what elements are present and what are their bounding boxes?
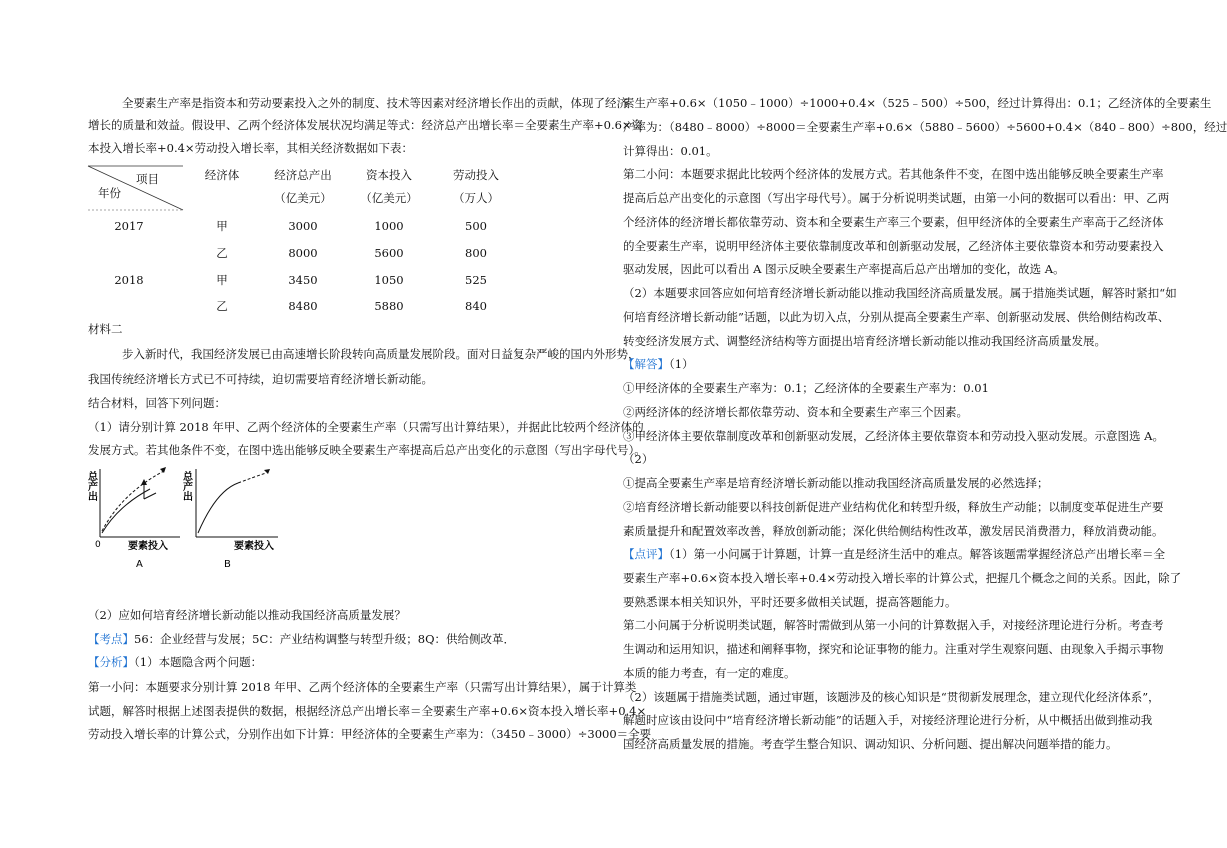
fenxi-line <box>88 655 262 669</box>
diagram-a-origin: 0 <box>95 540 101 550</box>
table-row-capital: 1000 <box>374 219 404 233</box>
header-output: 经济总产出 <box>274 168 332 182</box>
table-row-output: 3000 <box>288 219 318 233</box>
fenxi-line-2: 试题，解答时根据上述图表提供的数据，根据经济总产出增长率＝全要素生产率+0.6×资本投入增长率+0.4× <box>88 704 647 718</box>
answer-2-label: （2） <box>623 452 654 466</box>
diagram-b-letter: B <box>224 559 231 570</box>
diagram-b <box>181 469 279 570</box>
header-labor: 劳动投入 <box>453 168 499 182</box>
question-prompt: 结合材料，回答下列问题： <box>88 396 226 410</box>
part2-line-2: 何培育经济增长新动能”话题，以此为切入点，分别从提高全要素生产率、创新驱动发展、供给侧结构改革、 <box>623 310 1170 324</box>
fenxi-tag: 【分析】 <box>88 655 134 669</box>
second-line-3: 个经济体的经济增长都依靠劳动、资本和全要素生产率三个要素，但甲经济体的全要素生产率高于乙经济体 <box>623 215 1164 229</box>
dianping-text: （1）第一小问属于计算题，计算一直是经济生活中的难点。解答该题需掌握经济总产出增长率＝全 <box>669 547 1166 561</box>
intro-line-2: 增长的质量和效益。假设甲、乙两个经济体发展状况均满足等式：经济总产出增长率＝全要素生产率+0.6×资 <box>88 118 644 132</box>
fenxi-line-3: 劳动投入增长率的计算公式，分别作出如下计算：甲经济体的全要素生产率为：（3450﹣3000）÷3000＝全要 <box>88 727 652 741</box>
unit-capital: （亿美元） <box>360 191 418 205</box>
unit-output: （亿美元） <box>274 191 332 205</box>
kaodian-text: 56：企业经营与发展；5C：产业结构调整与转型升级；8Q：供给侧改革． <box>134 632 515 646</box>
answer-2-2: ②培育经济增长新动能要以科技创新促进产业结构优化和转型升级，释放生产动能；以制度变革促进生产要 <box>623 500 1164 514</box>
second-line-2: 提高后总产出变化的示意图（写出字母代号）。属于分析说明类试题，由第一小问的数据可以看出：甲、乙两 <box>623 191 1170 205</box>
part2-line-3: 转变经济发展方式、调整经济结构等方面提出培育经济增长新动能以推动我国经济高质量发展。 <box>623 334 1106 348</box>
dianping-line-8: 国经济高质量发展的措施。考查学生整合知识、调动知识、分析问题、提出解决问题举措的能力。 <box>623 737 1118 751</box>
table-row-entity: 乙 <box>216 299 228 313</box>
dianping-line-2: 要熟悉课本相关知识外，平时还要多做相关试题，提高答题能力。 <box>623 595 957 609</box>
table-row-capital: 5600 <box>374 246 404 260</box>
output-diagrams <box>85 461 298 571</box>
material2-title: 材料二 <box>88 322 123 336</box>
unit-labor: （万人） <box>453 191 499 205</box>
part2-line-1: （2）本题要求回答应如何培育经济增长新动能以推动我国经济高质量发展。属于措施类试题，解答时紧扣“如 <box>623 286 1177 300</box>
economy-data-table <box>88 160 593 320</box>
corner-label-bottom: 年份 <box>98 186 121 200</box>
second-line-5: 驱动发展，因此可以看出 A 图示反映全要素生产率提高后总产出增加的变化，故选 A。 <box>623 262 1065 276</box>
intro-line-3: 本投入增长率+0.4×劳动投入增长率，其相关经济数据如下表： <box>88 141 414 155</box>
jieda-text: （1） <box>669 357 694 371</box>
diagram-b-x-label: 要素投入 <box>234 541 274 552</box>
table-row-output: 8480 <box>288 299 318 313</box>
table-row-year: 2017 <box>114 219 144 233</box>
material2-line-1: 步入新时代，我国经济发展已由高速增长阶段转向高质量发展阶段。面对日益复杂严峻的国内外形势， <box>122 347 640 361</box>
header-capital: 资本投入 <box>366 168 412 182</box>
answer-2-3: 素质量提升和配置效率改善，释放创新动能；深化供给侧结构性改革，激发居民消费潜力，释放消费动能。 <box>623 524 1164 538</box>
kaodian-line <box>88 632 515 646</box>
fenxi-text: （1）本题隐含两个问题： <box>134 655 263 669</box>
table-row-labor: 800 <box>465 246 487 260</box>
diagram-a-x-label: 要素投入 <box>128 541 168 552</box>
question-1-line-2: 发展方式。若其他条件不变，在图中选出能够反映全要素生产率提高后总产出变化的示意图（写出字母代号）。 <box>88 443 646 457</box>
dianping-line-4: 生调动和运用知识，描述和阐释事物，探究和论证事物的能力。注重对学生观察问题、由现象入手揭示事物 <box>623 642 1164 656</box>
intro-line-1: 全要素生产率是指资本和劳动要素投入之外的制度、技术等因素对经济增长作出的贡献，体现了经济 <box>122 96 628 110</box>
answer-1-1: ①甲经济体的全要素生产率为：0.1；乙经济体的全要素生产率为：0.01 <box>623 381 989 395</box>
question-2: （2）应如何培育经济增长新动能以推动我国经济高质量发展？ <box>88 608 406 622</box>
second-line-1: 第二小问：本题要求据此比较两个经济体的发展方式。若其他条件不变，在图中选出能够反映全要素生产率 <box>623 167 1164 181</box>
dianping-line-3: 第二小问属于分析说明类试题，解答时需做到从第一小问的计算数据入手，对接经济理论进行分析。考查考 <box>623 618 1164 632</box>
kaodian-tag: 【考点】 <box>88 632 134 646</box>
table-row-labor: 525 <box>465 273 487 287</box>
answer-1-3: ③甲经济体主要依靠制度改革和创新驱动发展，乙经济体主要依靠资本和劳动投入驱动发展。示意图选 A。 <box>623 429 1164 443</box>
diagram-a-letter: A <box>136 559 143 570</box>
dianping-line-1: 要素生产率+0.6×资本投入增长率+0.4×劳动投入增长率的计算公式，把握几个概念之间的关系。因此，除了 <box>623 571 1182 585</box>
table-row-year: 2018 <box>114 273 144 287</box>
dianping-line-5: 本质的能力考查，有一定的难度。 <box>623 666 796 680</box>
table-row-capital: 5880 <box>374 299 404 313</box>
calc-line-3: 计算得出：0.01。 <box>623 144 718 158</box>
table-row-output: 3450 <box>288 273 318 287</box>
dianping-tag: 【点评】 <box>623 547 669 561</box>
diagram-a-y-label: 总产出 <box>85 471 97 501</box>
jieda-line <box>623 357 694 371</box>
dianping-line-7: 解题时应该由设问中“培育经济增长新动能”的话题入手，对接经济理论进行分析，从中概括出做到推动我 <box>623 713 1153 727</box>
corner-label-top: 项目 <box>136 172 159 186</box>
material2-line-2: 我国传统经济增长方式已不可持续，迫切需要培育经济增长新动能。 <box>88 372 433 386</box>
jieda-tag: 【解答】 <box>623 357 669 371</box>
table-row-labor: 500 <box>465 219 487 233</box>
diagram-a <box>86 467 181 570</box>
table-row-entity: 乙 <box>216 246 228 260</box>
second-line-4: 的全要素生产率，说明甲经济体主要依靠制度改革和创新驱动发展，乙经济体主要依靠资本和劳动要素投入 <box>623 239 1164 253</box>
fenxi-line-1: 第一小问：本题要求分别计算 2018 年甲、乙两个经济体的全要素生产率（只需写出计算结果），属于计算类 <box>88 680 637 694</box>
question-1-line-1: （1）请分别计算 2018 年甲、乙两个经济体的全要素生产率（只需写出计算结果），并据此比较两个经济体的 <box>88 420 644 434</box>
table-row-capital: 1050 <box>374 273 404 287</box>
calc-line-1: 素生产率+0.6×（1050﹣1000）÷1000+0.4×（525﹣500）÷500，经过计算得出：0.1；乙经济体的全要素生 <box>623 96 1212 110</box>
dianping-line <box>623 547 1165 561</box>
dianping-line-6: （2）该题属于措施类试题，通过审题，该题涉及的核心知识是“贯彻新发展理念，建立现代化经济体系”， <box>623 690 1160 704</box>
table-row-output: 8000 <box>288 246 318 260</box>
calc-line-2: 产率为：（8480﹣8000）÷8000＝全要素生产率+0.6×（5880﹣5600）÷5600+0.4×（840﹣800）÷800，经过 <box>623 120 1227 134</box>
answer-1-2: ②两经济体的经济增长都依靠劳动、资本和全要素生产率三个因素。 <box>623 405 968 419</box>
table-row-labor: 840 <box>465 299 487 313</box>
header-entity: 经济体 <box>204 168 240 182</box>
table-row-entity: 甲 <box>216 219 228 233</box>
table-row-entity: 甲 <box>216 273 228 287</box>
answer-2-1: ①提高全要素生产率是培育经济增长新动能以推动我国经济高质量发展的必然选择； <box>623 476 1049 490</box>
diagram-b-y-label: 总产出 <box>180 471 192 501</box>
